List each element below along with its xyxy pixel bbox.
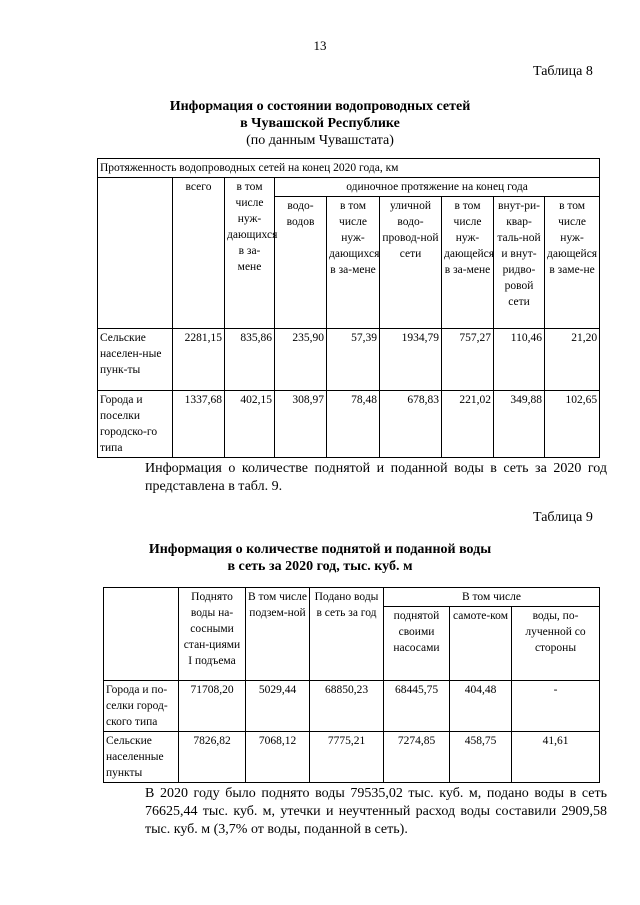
table-row	[98, 329, 600, 391]
table-row	[104, 732, 600, 783]
table-cell: -	[512, 681, 600, 732]
table-cell: 1337,68	[173, 391, 225, 458]
table8-title-line3: (по данным Чувашстата)	[246, 133, 394, 148]
table9-h-received: воды, по-лученной со стороны	[512, 607, 600, 681]
table9-corner	[104, 588, 179, 681]
table-cell: 102,65	[545, 391, 600, 458]
table-cell: 404,48	[450, 681, 512, 732]
table8-h-inner-need: в том числе нуж-дающейся в заме-не	[545, 197, 600, 329]
table8-title	[0, 98, 640, 149]
table8-h-inner: внут-ри-квар-таль-ной и внут-ридво-ровой сети	[494, 197, 545, 329]
table-cell: 7274,85	[384, 732, 450, 783]
table9	[103, 587, 600, 783]
table9-h-under: В том числе подзем-ной	[246, 588, 310, 681]
table-cell: 41,61	[512, 732, 600, 783]
paragraph-1-text: Информация о количестве поднятой и поданной воды в сеть за 2020 год представлена в табл. 9.	[145, 461, 607, 494]
table-cell: 68445,75	[384, 681, 450, 732]
table-cell: 7826,82	[179, 732, 246, 783]
table8-h-water: водо-водов	[275, 197, 327, 329]
table8-row1-label: Сельские населен-ные пунк-ты	[98, 329, 173, 391]
table-cell: 7068,12	[246, 732, 310, 783]
table8-row2-label: Города и поселки городско-го типа	[98, 391, 173, 458]
table9-title-line1: Информация о количестве поднятой и поданной воды	[148, 542, 492, 557]
table8-title-line2: в Чувашской Республике	[240, 116, 400, 131]
table8-header-top: Протяженность водопроводных сетей на конец 2020 года, км	[98, 159, 600, 178]
table8-h-street: уличной водо-провод-ной сети	[380, 197, 442, 329]
table-cell: 68850,23	[310, 681, 384, 732]
table-cell: 678,83	[380, 391, 442, 458]
paragraph-2	[97, 785, 607, 839]
table-cell: 2281,15	[173, 329, 225, 391]
table8-h-street-need: в том числе нуж-дающейся в за-мене	[442, 197, 494, 329]
table-cell: 221,02	[442, 391, 494, 458]
page-number: 13	[313, 38, 327, 53]
table9-title	[0, 541, 640, 575]
table9-title-line2: в сеть за 2020 год, тыс. куб. м	[227, 559, 413, 574]
table-cell: 78,48	[327, 391, 380, 458]
table9-h-own: поднятой своими насосами	[384, 607, 450, 681]
table8-h-single: одиночное протяжение на конец года	[275, 178, 600, 197]
table-cell: 71708,20	[179, 681, 246, 732]
table-row	[104, 681, 600, 732]
table9-h-lifted: Поднято воды на-сосными стан-циями I подъема	[179, 588, 246, 681]
table-cell: 402,15	[225, 391, 275, 458]
table-cell: 5029,44	[246, 681, 310, 732]
table-cell: 349,88	[494, 391, 545, 458]
table-cell: 835,86	[225, 329, 275, 391]
table-cell: 757,27	[442, 329, 494, 391]
table9-h-supplied: Подано воды в сеть за год	[310, 588, 384, 681]
paragraph-1	[97, 460, 607, 496]
table-cell: 57,39	[327, 329, 380, 391]
table-cell: 7775,21	[310, 732, 384, 783]
table8-title-line1: Информация о состоянии водопроводных сетей	[169, 99, 471, 114]
table9-h-incl: В том числе	[384, 588, 600, 607]
table9-h-gravity: самоте-ком	[450, 607, 512, 681]
table-cell: 308,97	[275, 391, 327, 458]
table8	[97, 158, 600, 458]
table-cell: 235,90	[275, 329, 327, 391]
table8-h-total: всего	[173, 178, 225, 329]
table-cell: 1934,79	[380, 329, 442, 391]
table-cell: 458,75	[450, 732, 512, 783]
table9-label: Таблица 9	[533, 510, 593, 525]
table8-label: Таблица 8	[533, 64, 593, 79]
table8-h-need-replace: в том числе нуж-дающихся в за-мене	[225, 178, 275, 329]
table-cell: 21,20	[545, 329, 600, 391]
table9-row2-label: Сельские населенные пункты	[104, 732, 179, 783]
table9-row1-label: Города и по-селки город-ского типа	[104, 681, 179, 732]
table-row	[98, 391, 600, 458]
table-cell: 110,46	[494, 329, 545, 391]
table8-corner	[98, 178, 173, 329]
paragraph-2-text: В 2020 году было поднято воды 79535,02 тыс. куб. м, подано воды в сеть 76625,44 тыс. куб. м, утечки и неучтенный расход воды составили 2909,58 тыс. куб. м (3,7% от воды, поданной в сеть).	[145, 786, 607, 837]
table8-h-water-need: в том числе нуж-дающихся в за-мене	[327, 197, 380, 329]
